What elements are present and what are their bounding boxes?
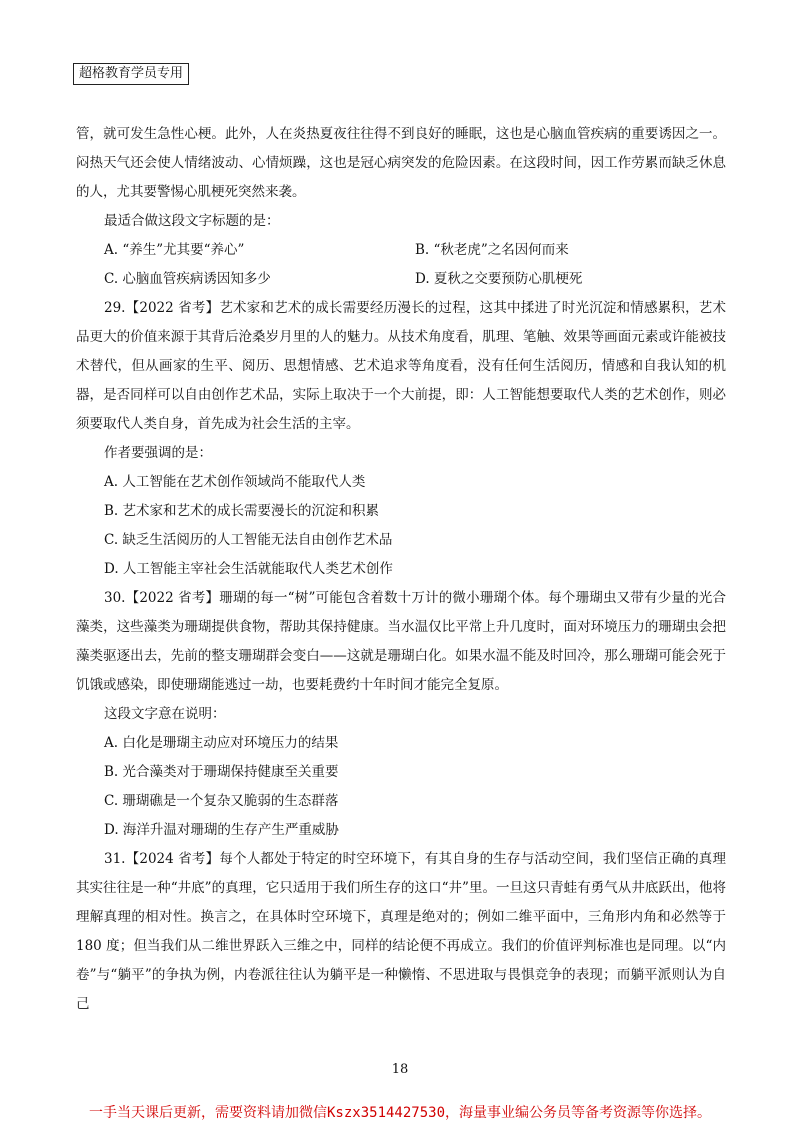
student-stamp: 超格教育学员专用 (73, 63, 189, 85)
question-30-option-d: D. 海洋升温对珊瑚的生存产生严重威胁 (104, 822, 339, 838)
question-prompt: 最适合做这段文字标题的是： (104, 213, 280, 229)
page-content (76, 120, 726, 1019)
options-row (76, 265, 726, 294)
option-d: D. 夏秋之交要预防心肌梗死 (415, 271, 583, 287)
question-30-prompt: 这段文字意在说明： (104, 706, 226, 722)
question-29-option-b: B. 艺术家和艺术的成长需要漫长的沉淀和积累 (104, 503, 380, 519)
options-row (76, 236, 726, 265)
footer-notice: 一手当天课后更新，需要资料请加微信Kszx3514427530，海量事业编公务员等备考资源等你选择。 (89, 1105, 711, 1121)
option-a: A. “养生”尤其要“养心” (104, 242, 245, 258)
question-30-text: 30.【2022 省考】珊瑚的每一“树”可能包含着数十万计的微小珊瑚个体。每个珊瑚虫又带有少量的光合藻类，这些藻类为珊瑚提供食物，帮助其保持健康。当水温仅比平常上升几度时，面对环境压力的珊瑚虫会把藻类驱逐出去，先前的整支珊瑚群会变白——这就是珊瑚白化。如果水温不能及时回冷，那么珊瑚可能会死于饥饿或感染，即使珊瑚能逃过一劫，也要耗费约十年时间才能完全复原。 (76, 590, 726, 693)
question-30-option-a: A. 白化是珊瑚主动应对环境压力的结果 (104, 735, 339, 751)
question-29-text: 29.【2022 省考】艺术家和艺术的成长需要经历漫长的过程，这其中揉进了时光沉淀和情感累积，艺术品更大的价值来源于其背后沧桑岁月里的人的魅力。从技术角度看，肌理、笔触、效果等画面元素或许能被技术替代，但从画家的生平、阅历、思想情感、艺术追求等角度看，没有任何生活阅历，情感和自我认知的机器，是否同样可以自由创作艺术品，实际上取决于一个大前提，即：人工智能想要取代人类的艺术创作，则必须要取代人类自身，首先成为社会生活的主宰。 (76, 300, 726, 432)
option-c: C. 心脑血管疾病诱因知多少 (104, 271, 271, 287)
question-29-option-d: D. 人工智能主宰社会生活就能取代人类艺术创作 (104, 561, 393, 577)
question-29-option-c: C. 缺乏生活阅历的人工智能无法自由创作艺术品 (104, 532, 393, 548)
question-30-option-c: C. 珊瑚礁是一个复杂又脆弱的生态群落 (104, 793, 339, 809)
continuation-paragraph: 管，就可发生急性心梗。此外，人在炎热夏夜往往得不到良好的睡眠，这也是心脑血管疾病的重要诱因之一。闷热天气还会使人情绪波动、心情烦躁，这也是冠心病突发的危险因素。在这段时间，因工作劳累而缺乏休息的人，尤其要警惕心肌梗死突然来袭。 (76, 126, 726, 200)
question-29-option-a: A. 人工智能在艺术创作领域尚不能取代人类 (104, 474, 366, 490)
page-number: 18 (391, 1062, 409, 1077)
question-29-prompt: 作者要强调的是： (104, 445, 212, 461)
question-30-option-b: B. 光合藻类对于珊瑚保持健康至关重要 (104, 764, 339, 780)
question-31-text: 31.【2024 省考】每个人都处于特定的时空环境下，有其自身的生存与活动空间，我们坚信正确的真理其实往往是一种“井底”的真理，它只适用于我们所生存的这口“井”里。一旦这只青蛙有勇气从井底跃出，他将理解真理的相对性。换言之，在具体时空环境下，真理是绝对的；例如二维平面中，三角形内角和必然等于 180 度；但当我们从二维世界跃入三维之中，同样的结论便不再成立。我们的价值评判标准也是同理。以“内卷”与“躺平”的争执为例，内卷派往往认为躺平是一种懒惰、不思进取与畏惧竞争的表现；而躺平派则认为自己 (76, 851, 726, 1012)
option-b: B. “秋老虎”之名因何而来 (415, 242, 569, 258)
